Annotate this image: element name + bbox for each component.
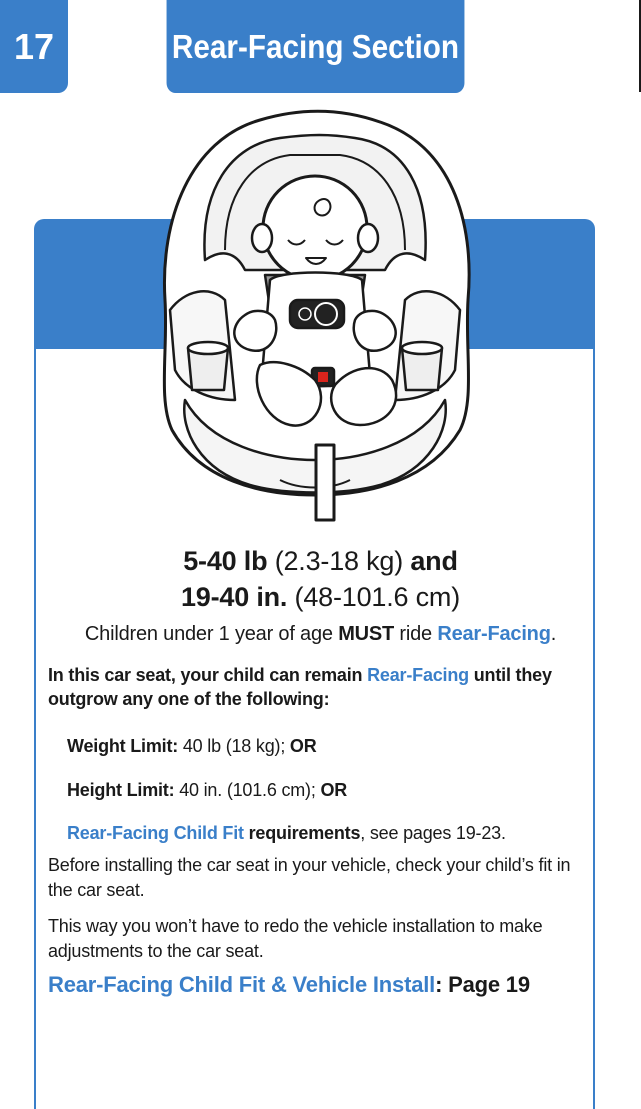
age-rule-suffix: .	[550, 623, 557, 645]
section-title-tab	[167, 0, 465, 93]
weight-range-metric: (2.3-18 kg)	[274, 546, 404, 576]
paragraph-2-line-2: adjustments to the car seat.	[48, 941, 264, 961]
page-number: 17	[13, 25, 55, 67]
car-seat-illustration	[130, 100, 500, 530]
weight-limit-or: OR	[289, 736, 317, 756]
weight-limit	[67, 736, 317, 757]
fit-requirements-label: requirements	[243, 823, 361, 843]
weight-range	[0, 546, 641, 577]
lead-line-1	[48, 665, 552, 686]
weight-range-imperial: 5-40 lb	[183, 546, 268, 576]
height-limit	[67, 780, 347, 801]
height-limit-label: Height Limit:	[67, 780, 175, 800]
section-title: Rear-Facing Section	[171, 27, 460, 65]
footer-reference	[48, 972, 530, 998]
lead-rear-facing-link[interactable]: Rear-Facing	[367, 665, 469, 685]
paragraph-1-line-2: the car seat.	[48, 880, 145, 900]
child-fit-link[interactable]: Rear-Facing Child Fit	[67, 823, 244, 843]
paragraph-2-line-1: This way you won’t have to redo the vehicle installation to make	[48, 916, 543, 936]
fit-requirements	[67, 823, 506, 844]
age-rule-must: MUST	[338, 623, 395, 645]
rear-facing-car-seat-with-infant-icon	[164, 111, 469, 520]
paragraph-1-line-1: Before installing the car seat in your vehicle, check your child’s fit in	[48, 855, 571, 875]
age-rule-middle: ride	[394, 623, 438, 645]
range-and: and	[410, 546, 458, 576]
age-rule-prefix: Children under 1 year of age	[84, 623, 339, 645]
lead-part-1: In this car seat, your child can remain	[48, 665, 368, 685]
lead-part-2: until they	[468, 665, 552, 685]
height-range-metric: (48-101.6 cm)	[294, 582, 461, 612]
weight-limit-label: Weight Limit:	[67, 736, 179, 756]
fit-requirements-pages: , see pages 19-23.	[360, 823, 506, 843]
height-limit-or: OR	[320, 780, 348, 800]
rear-facing-link[interactable]: Rear-Facing	[437, 623, 551, 645]
footer-page-ref: : Page 19	[435, 972, 530, 997]
child-fit-vehicle-install-link[interactable]: Rear-Facing Child Fit & Vehicle Install	[48, 972, 436, 997]
weight-limit-value: 40 lb (18 kg);	[178, 736, 290, 756]
height-limit-value: 40 in. (101.6 cm);	[174, 780, 321, 800]
height-range	[0, 582, 641, 613]
height-range-imperial: 19-40 in.	[180, 582, 288, 612]
lead-line-2: outgrow any one of the following:	[48, 689, 330, 709]
age-rule	[0, 623, 641, 646]
page-number-tab	[0, 0, 68, 93]
